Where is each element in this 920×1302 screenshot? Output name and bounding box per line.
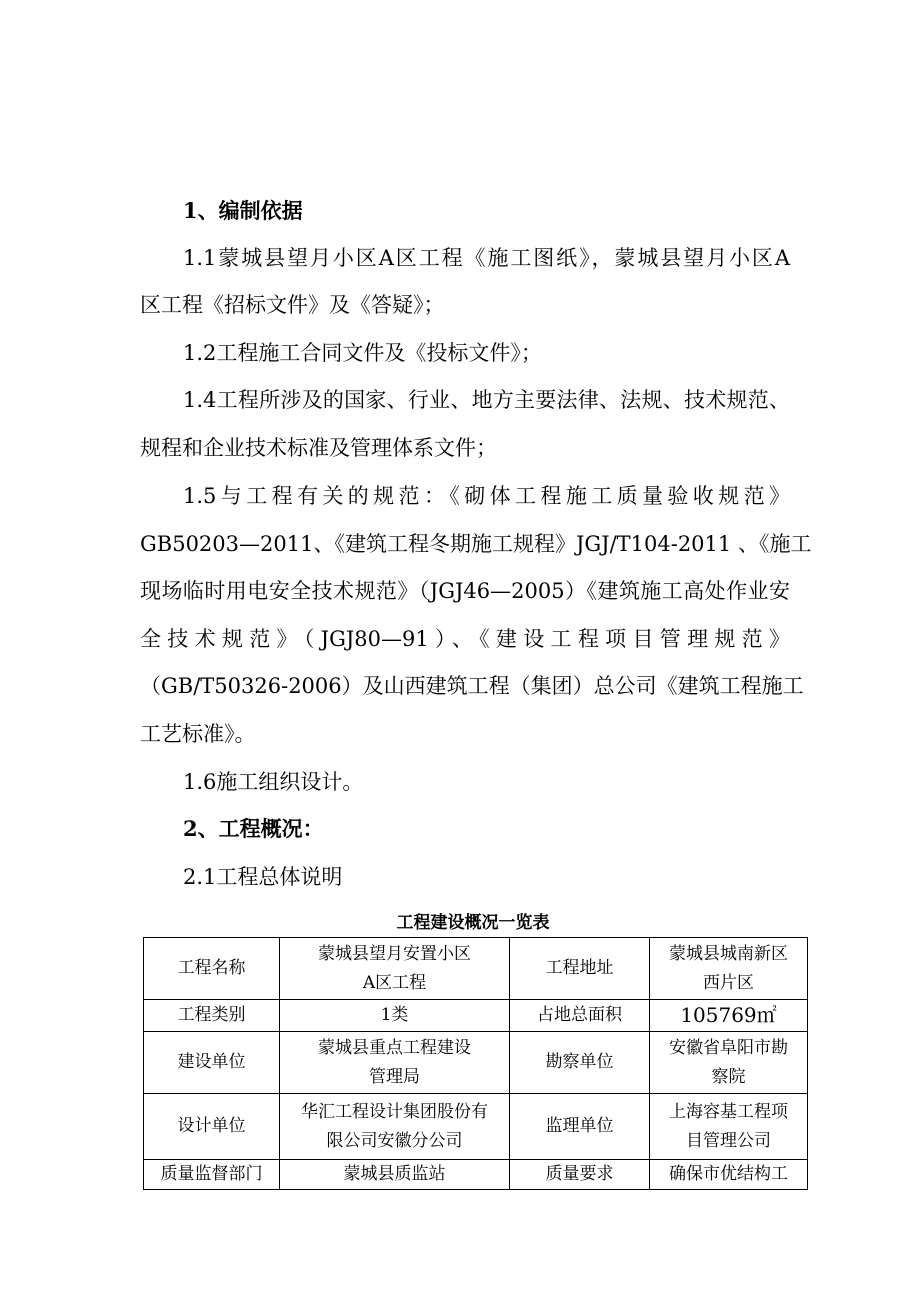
- paragraph-1-6: 1.6施工组织设计。: [183, 770, 364, 794]
- paragraph-1-1-line-2: 区工程《招标文件》及《答疑》；: [140, 293, 445, 317]
- paragraph-1-4-line-1: 1.4工程所涉及的国家、行业、地方主要法律、法规、技术规范、: [183, 388, 790, 412]
- paragraph-1-5-line-5: （GB/T50326-2006）及山西建筑工程（集团）总公司《建筑工程施工: [140, 674, 804, 698]
- table-cell-label: 设计单位: [144, 1094, 280, 1160]
- table-cell-label: 监理单位: [510, 1094, 650, 1160]
- table-row: [144, 1160, 808, 1190]
- cell-text: 蒙城县望月安置小区 A区工程: [318, 943, 471, 993]
- table-row: [144, 1000, 808, 1032]
- table-cell-value: [280, 938, 510, 1000]
- table-cell-value: [650, 1094, 808, 1160]
- cell-text: 安徽省阜阳市勘 察院: [669, 1037, 788, 1087]
- table-cell-value: 105769㎡: [650, 1000, 808, 1032]
- table-cell-label: 工程名称: [144, 938, 280, 1000]
- paragraph-1-5-line-1: 1.5与工程有关的规范：《砌体工程施工质量验收规范》: [183, 484, 790, 508]
- table-cell-label: 勘察单位: [510, 1032, 650, 1094]
- cell-text: 上海容基工程项 目管理公司: [669, 1101, 788, 1151]
- paragraph-1-4-line-2: 规程和企业技术标准及管理体系文件；: [140, 436, 497, 460]
- project-overview-table: [143, 937, 808, 1190]
- cell-text: 蒙城县城南新区 西片区: [669, 943, 788, 993]
- table-cell-label: 工程类别: [144, 1000, 280, 1032]
- table-cell-label: 质量要求: [510, 1160, 650, 1190]
- table-row: [144, 1094, 808, 1160]
- table-cell-value: 蒙城县质监站: [280, 1160, 510, 1190]
- table-cell-label: 质量监督部门: [144, 1160, 280, 1190]
- table-cell-value: 1类: [280, 1000, 510, 1032]
- paragraph-1-1-line-1: 1.1蒙城县望月小区A区工程《施工图纸》，蒙城县望月小区A: [183, 246, 790, 270]
- table-cell-label: 工程地址: [510, 938, 650, 1000]
- table-cell-value: [280, 1032, 510, 1094]
- table-cell-value: [650, 938, 808, 1000]
- paragraph-1-5-line-4: 全技术规范》（JGJ80—91）、《建设工程项目管理规范》: [140, 627, 790, 651]
- table-row: [144, 1032, 808, 1094]
- table-cell-value: [650, 1032, 808, 1094]
- cell-text: 蒙城县重点工程建设 管理局: [318, 1037, 471, 1087]
- paragraph-1-2: 1.2工程施工合同文件及《投标文件》；: [183, 341, 542, 365]
- table-cell-value: [280, 1094, 510, 1160]
- table-cell-label: 建设单位: [144, 1032, 280, 1094]
- section-heading-2: 2、工程概况：: [183, 816, 324, 841]
- table-row: [144, 938, 808, 1000]
- table-title: 工程建设概况一览表: [396, 913, 550, 933]
- subsection-2-1: 2.1工程总体说明: [183, 865, 343, 889]
- paragraph-1-5-line-2: GB50203—2011、《建筑工程冬期施工规程》JGJ/T104-2011 、《施工: [140, 532, 812, 556]
- paragraph-1-5-line-6: 工艺标准》。: [140, 722, 256, 746]
- table-cell-value: 确保市优结构工: [650, 1160, 808, 1190]
- section-heading-1: 1、编制依据: [183, 198, 303, 223]
- paragraph-1-5-line-3: 现场临时用电安全技术规范》（JGJ46—2005）《建筑施工高处作业安: [140, 579, 790, 603]
- cell-text: 华汇工程设计集团股份有 限公司安徽分公司: [301, 1101, 488, 1151]
- table-cell-label: 占地总面积: [510, 1000, 650, 1032]
